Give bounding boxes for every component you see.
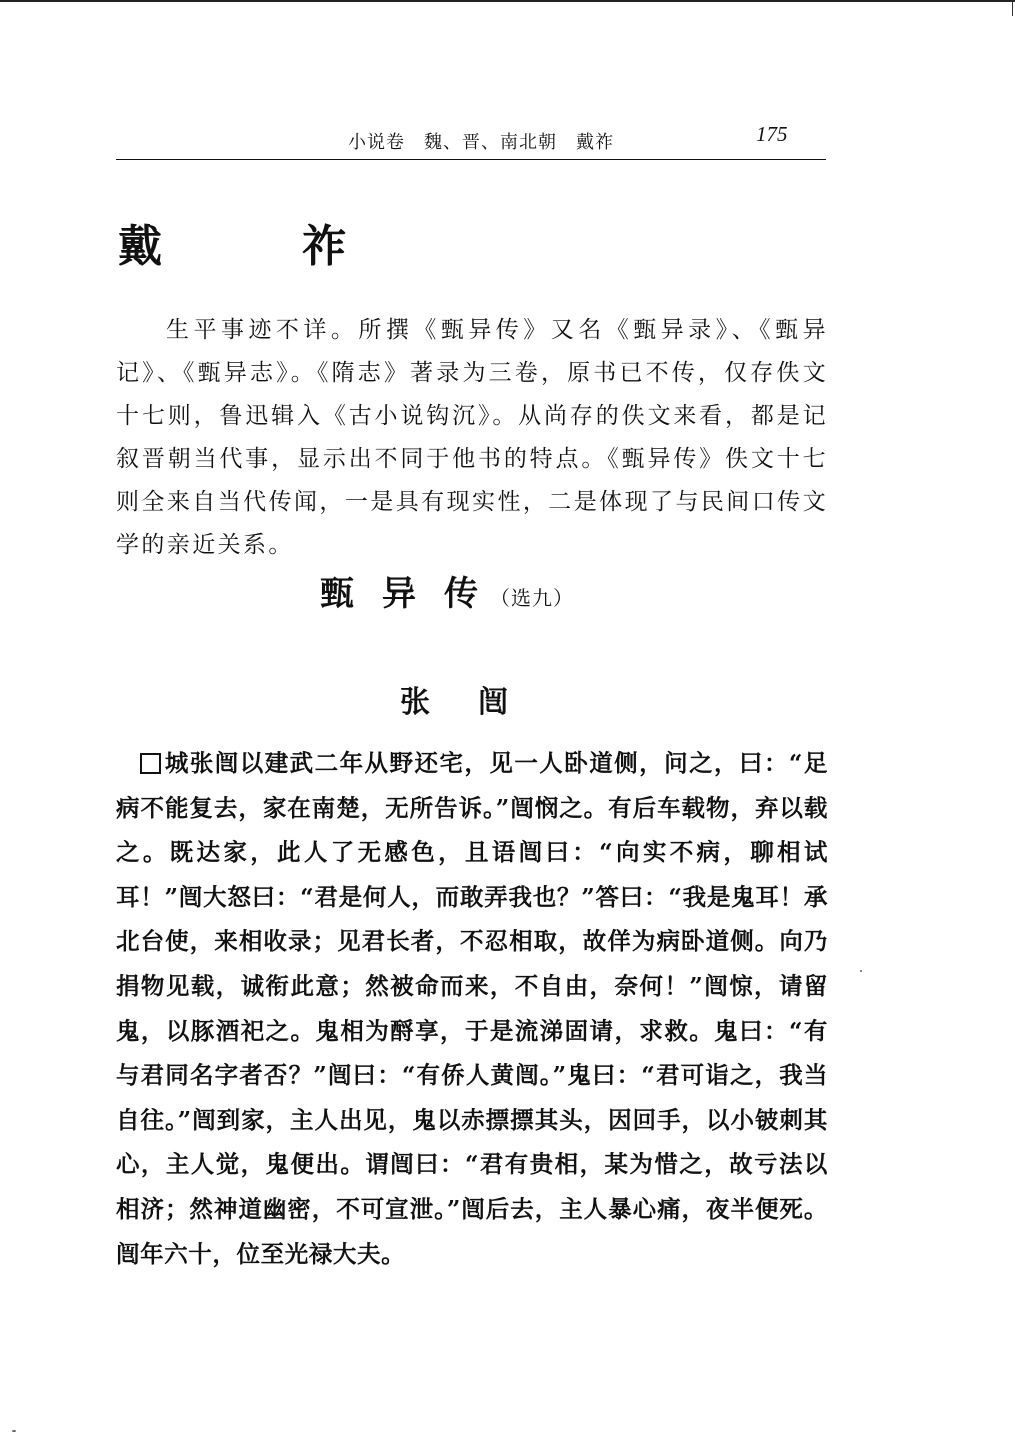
book-title-main: 甄异传 xyxy=(320,574,506,614)
author-heading: 戴 祚 xyxy=(118,221,394,272)
page-number: 175 xyxy=(756,122,788,146)
running-head xyxy=(116,122,826,162)
scan-speck xyxy=(12,1430,16,1432)
scan-top-border xyxy=(0,0,1015,2)
header-rule xyxy=(116,159,826,160)
book-title xyxy=(320,566,574,615)
missing-character-box xyxy=(140,753,161,774)
book-title-note: （选九） xyxy=(490,586,574,610)
story-title: 张闿 xyxy=(400,685,556,720)
story-body xyxy=(116,741,828,1276)
running-head-text: 小说卷 魏、晋、南北朝 戴祚 xyxy=(348,132,614,153)
scan-edge-mark xyxy=(1012,0,1013,16)
scan-speck xyxy=(860,970,862,972)
story-text: 城张闿以建武二年从野还宅，见一人卧道侧，问之，曰：“足病不能复去，家在南楚，无所告诉。”闿悯之。有后车载物，弃以载之。既达家，此人了无感色，且语闿曰：“向实不病，聊相试耳！”闿大怒曰：“君是何人，而敢弄我也？”答曰：“我是鬼耳！承北台使，来相收录；见君长者，不忍相取，故佯为病卧道侧。向乃捐物见载，诚衔此意；然被命而来，不自由，奈何！”闿惊，请留鬼，以豚酒祀之。鬼相为酹享，于是流涕固请，求救。鬼曰：“有与君同名字者否？”闿曰：“有侨人黄闿。”鬼曰：“君可诣之，我当自往。”闿到家，主人出见，鬼以赤摽摽其头，因回手，以小铍刺其心，主人觉，鬼便出。谓闿曰：“君有贵相，某为惜之，故亏法以相济；然神道幽密，不可宣泄。”闿后去，主人暴心痛，夜半便死。闿年六十，位至光禄大夫。 xyxy=(116,749,828,1268)
author-intro-paragraph: 生平事迹不详。所撰《甄异传》又名《甄异录》、《甄异记》、《甄异志》。《隋志》著录为三卷，原书已不传，仅存佚文十七则，鲁迅辑入《古小说钩沉》。从尚存的佚文来看，都是记叙晋朝当代事，显示出不同于他书的特点。《甄异传》佚文十七则全来自当代传闻，一是具有现实性，二是体现了与民间口传文学的亲近关系。 xyxy=(116,317,828,558)
